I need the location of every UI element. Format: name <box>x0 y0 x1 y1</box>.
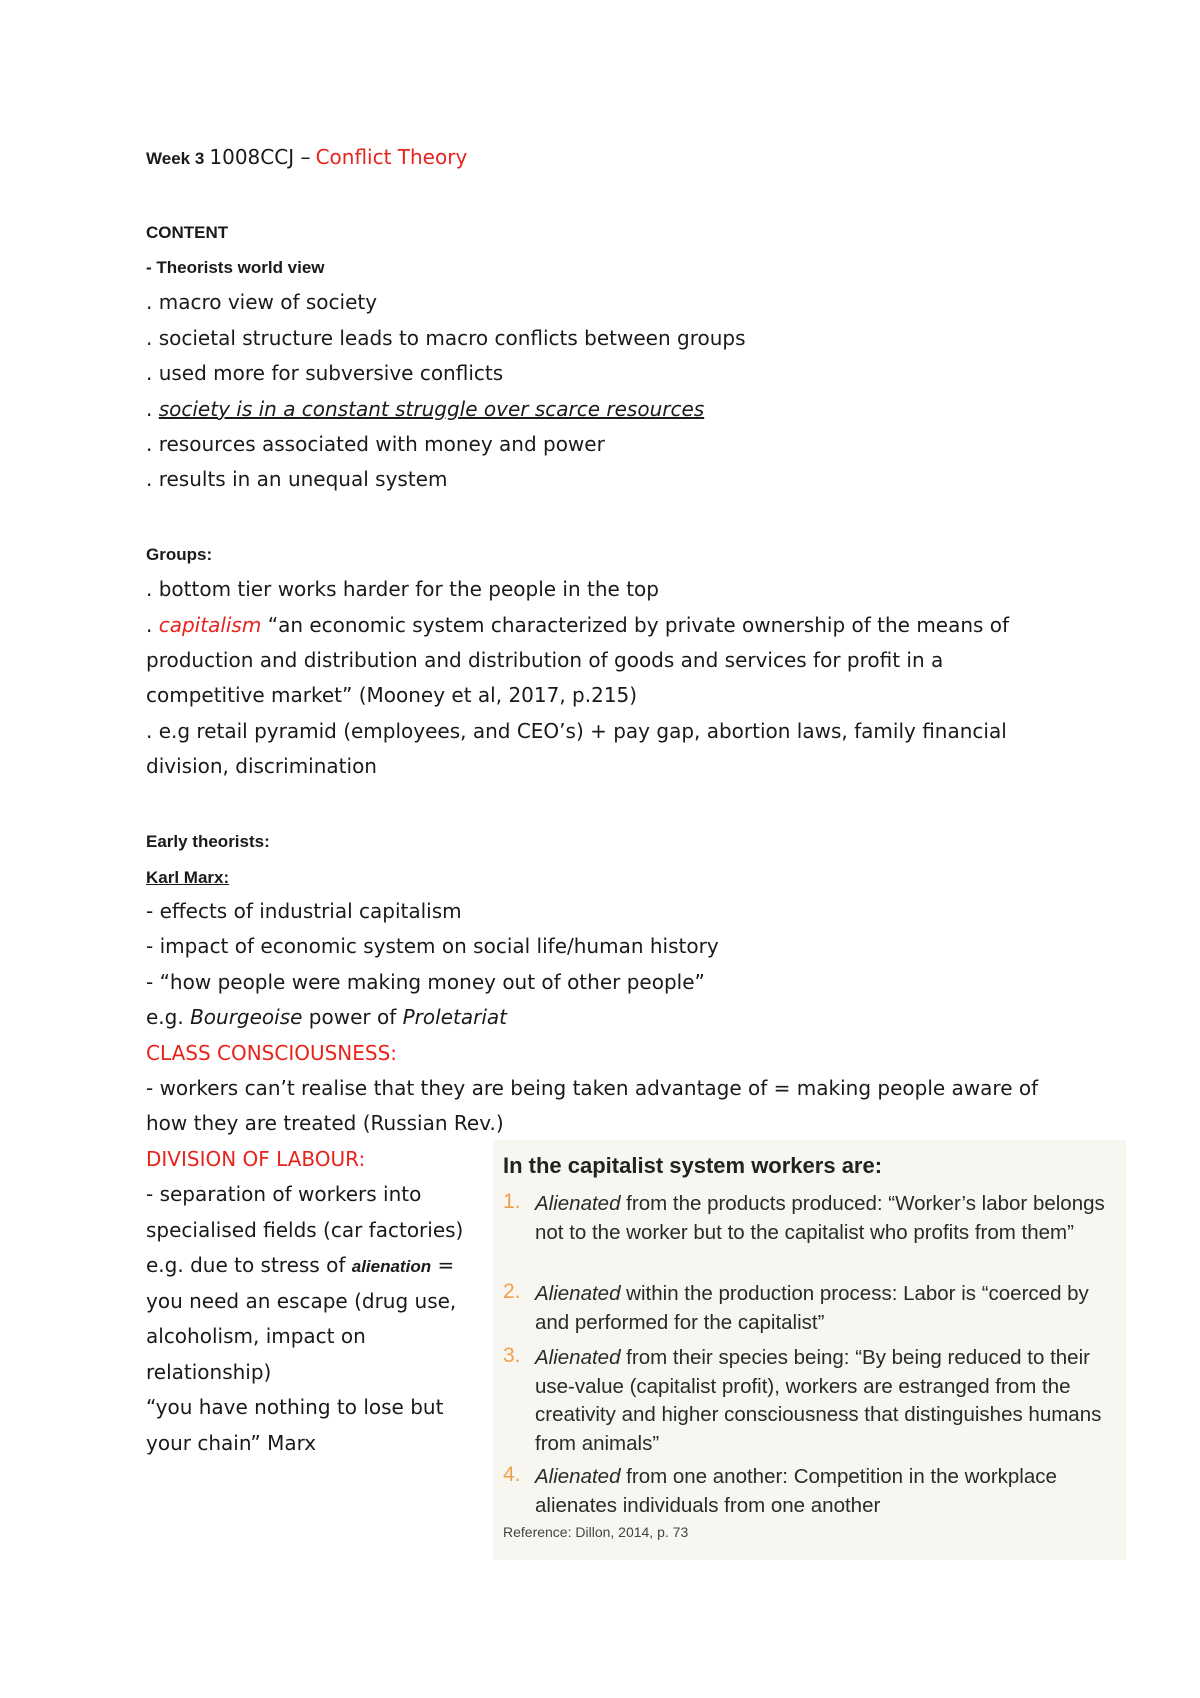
division-of-labour-heading: DIVISION OF LABOUR: <box>146 1147 366 1171</box>
groups-example: . e.g retail pyramid (employees, and CEO’s) + pay gap, abortion laws, family financial <box>146 719 1007 743</box>
groups-example-cont: division, discrimination <box>146 754 377 778</box>
capitalism-citation: competitive market” (Mooney et al, 2017, p.215) <box>146 683 638 707</box>
struggle-text: society is in a constant struggle over scarce resources <box>158 397 705 421</box>
content-heading: CONTENT <box>146 223 229 242</box>
document-title <box>146 145 467 169</box>
marx-example: e.g. Bourgeoise power of Proletariat <box>146 1005 507 1029</box>
worldview-item: . results in an unequal system <box>146 467 448 491</box>
figure-item-number: 3. <box>503 1344 521 1367</box>
marx-item: - impact of economic system on social life/human history <box>146 934 719 958</box>
alienation-figure: In the capitalist system workers are: 1. Alienated from the products produced: “Worker’s labor belongs not to the worker but to the capitalist who profits from them” 2. Alienated within the production process: Labor is “coerced by and performed for the capitalist” 3. Alienated from their species being: “By being reduced to their use-value (capitalist profit), workers are estranged from the creativity and higher consciousness that distinguishes humans from animals” 4. Alienated from one another: Competition in the workplace alienates individuals from one another Reference: Dillon, 2014, p. 73 <box>493 1140 1126 1560</box>
early-theorists-heading: Early theorists: <box>146 832 270 851</box>
marx-item: - effects of industrial capitalism <box>146 899 462 923</box>
course-code: 1008CCJ – <box>209 145 311 169</box>
figure-reference: Reference: Dillon, 2014, p. 73 <box>503 1524 689 1540</box>
worldview-item: . societal structure leads to macro conflicts between groups <box>146 326 746 350</box>
marx-quote: “you have nothing to lose but <box>146 1395 444 1419</box>
karl-marx-heading: Karl Marx: <box>146 868 230 887</box>
division-text: relationship) <box>146 1360 272 1384</box>
class-consciousness-text-cont: how they are treated (Russian Rev.) <box>146 1111 504 1135</box>
proletariat-term: Proletariat <box>402 1005 507 1029</box>
worldview-item: . resources associated with money and power <box>146 432 605 456</box>
capitalism-definition-cont: production and distribution and distribution of goods and services for profit in a <box>146 648 944 672</box>
figure-item-number: 1. <box>503 1190 521 1213</box>
division-text: you need an escape (drug use, <box>146 1289 457 1313</box>
worldview-heading: - Theorists world view <box>146 258 325 277</box>
class-consciousness-heading: CLASS CONSCIOUSNESS: <box>146 1041 398 1065</box>
marx-quote-cont: your chain” Marx <box>146 1431 317 1455</box>
alienation-term: alienation <box>351 1257 432 1276</box>
division-example: e.g. due to stress of alienation = <box>146 1253 455 1277</box>
worldview-item: . used more for subversive conflicts <box>146 361 504 385</box>
groups-bottom-tier: . bottom tier works harder for the people in the top <box>146 577 659 601</box>
division-text: - separation of workers into <box>146 1182 422 1206</box>
bourgeoise-term: Bourgeoise <box>190 1005 303 1029</box>
figure-title: In the capitalist system workers are: <box>503 1153 883 1178</box>
division-text: specialised fields (car factories) <box>146 1218 464 1242</box>
division-text: alcoholism, impact on <box>146 1324 366 1348</box>
worldview-item: . macro view of society <box>146 290 378 314</box>
capitalism-term: capitalism <box>158 613 262 637</box>
groups-heading: Groups: <box>146 545 213 564</box>
figure-item-number: 4. <box>503 1463 521 1486</box>
marx-item: - “how people were making money out of other people” <box>146 970 705 994</box>
capitalism-definition: . capitalism “an economic system characterized by private ownership of the means of <box>146 613 1010 637</box>
class-consciousness-text: - workers can’t realise that they are being taken advantage of = making people aware of <box>146 1076 1039 1100</box>
figure-item-number: 2. <box>503 1280 521 1303</box>
topic-title: Conflict Theory <box>315 145 468 169</box>
week-label: Week 3 <box>146 149 205 168</box>
worldview-item: . society is in a constant struggle over scarce resources <box>146 397 705 421</box>
